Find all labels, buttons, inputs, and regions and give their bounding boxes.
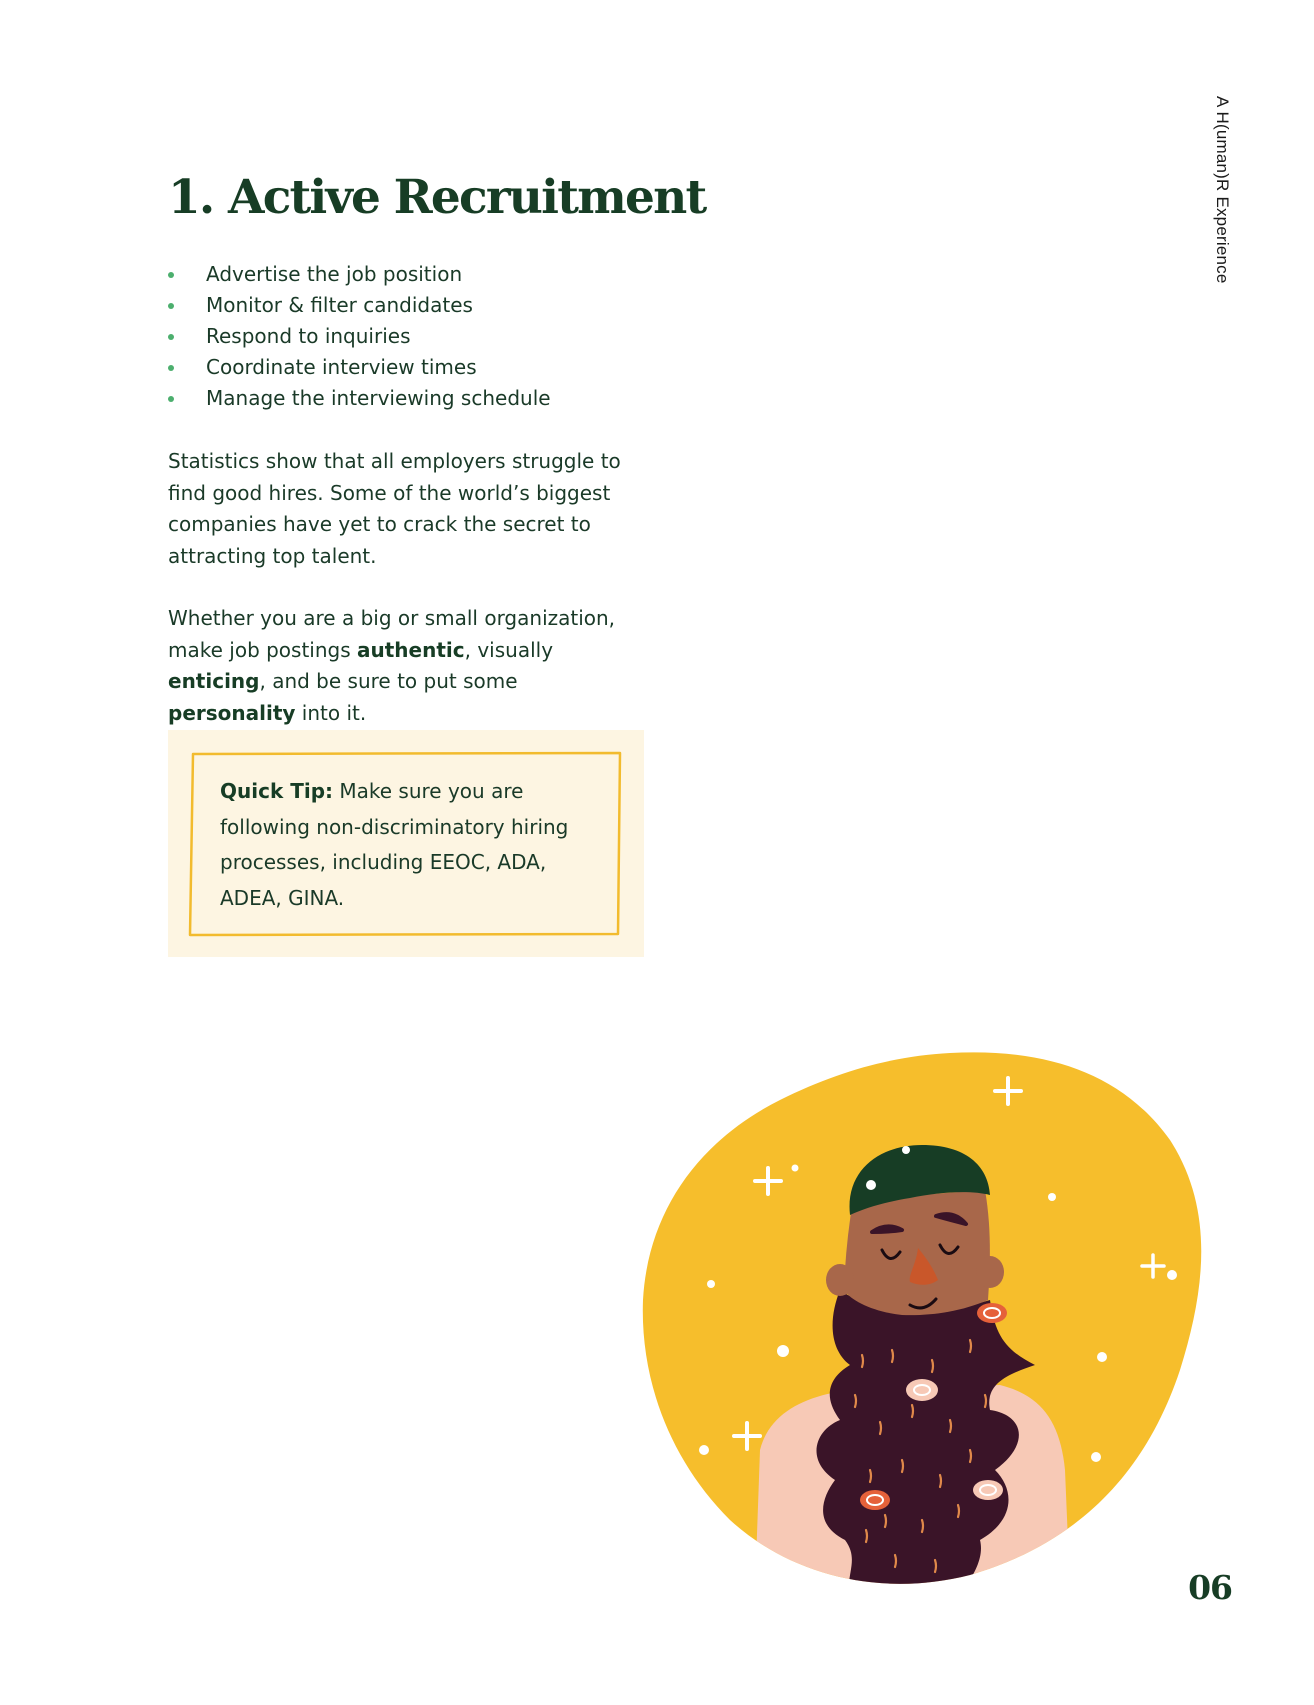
emphasis-authentic: authentic: [357, 637, 465, 662]
list-item: [168, 352, 551, 383]
quick-tip-label: Quick Tip:: [220, 779, 334, 803]
list-item-text: Advertise the job position: [206, 262, 463, 286]
bullet-dot-icon: [168, 303, 174, 309]
emphasis-personality: personality: [168, 700, 296, 725]
list-item: [168, 259, 551, 290]
page-title: 1. Active Recruitment: [168, 170, 706, 225]
bearded-man-illustration: [640, 1050, 1206, 1584]
quick-tip-text: [220, 774, 600, 916]
list-item: [168, 290, 551, 321]
quick-tip-box: [168, 730, 644, 957]
bullet-dot-icon: [168, 396, 174, 402]
emphasis-enticing: enticing: [168, 669, 260, 693]
bullet-dot-icon: [168, 365, 174, 371]
paragraph-text: , and be sure to put some: [259, 669, 518, 693]
list-item-text: Manage the interviewing schedule: [206, 386, 551, 410]
bullet-dot-icon: [168, 272, 174, 278]
statistics-paragraph: Statistics show that all employers struggle to find good hires. Some of the world’s biggest companies have yet to crack the secret to attracting top talent.: [168, 449, 621, 568]
list-item: [168, 321, 551, 352]
list-item-text: Coordinate interview times: [206, 355, 477, 379]
bullet-list: [168, 259, 551, 414]
list-item: [168, 383, 551, 414]
postings-paragraph: [168, 603, 648, 729]
list-item-text: Monitor & filter candidates: [206, 293, 473, 317]
page-number: 06: [1188, 1568, 1232, 1607]
running-head: A H(uman)R Experience: [1213, 96, 1232, 284]
list-item-text: Respond to inquiries: [206, 324, 411, 348]
bullet-dot-icon: [168, 334, 174, 340]
paragraph-text: Whether you are a big or small organization, make job postings: [168, 606, 616, 662]
paragraph-text: into it.: [295, 700, 367, 725]
quick-tip-body: Make sure you are following non-discriminatory hiring processes, including EEOC, ADA, ADEA, GINA.: [220, 779, 569, 910]
paragraph-text: , visually: [464, 637, 554, 662]
